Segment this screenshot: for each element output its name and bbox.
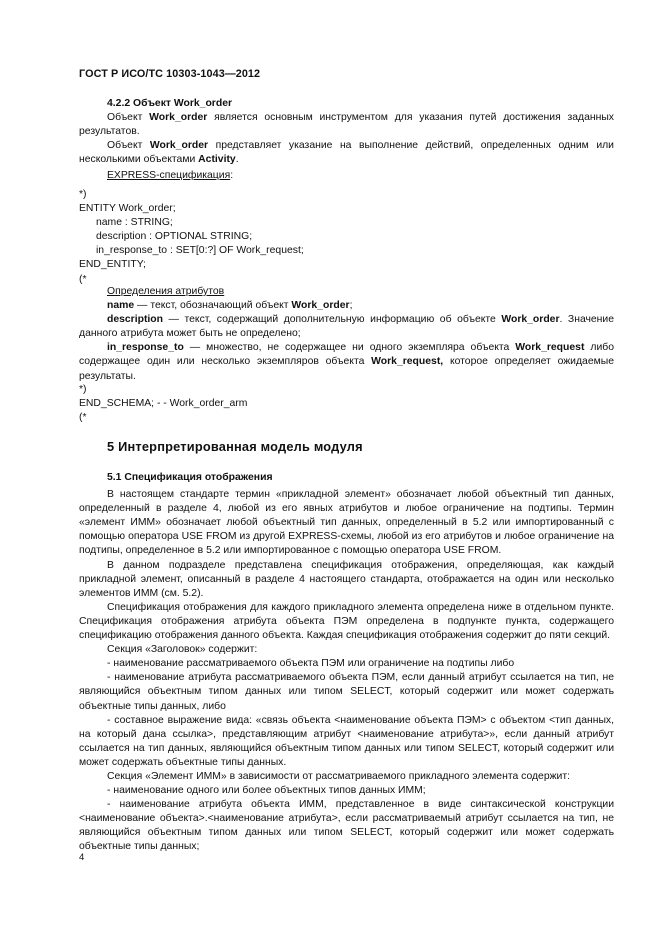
bold-term: Work_request (515, 342, 585, 354)
paragraph: - наименование рассматриваемого объекта ПЭМ или ограничение на подтипы либо (107, 658, 515, 670)
bold-term: Work_order (501, 314, 560, 326)
page-number: 4 (79, 852, 85, 863)
paragraph (79, 111, 614, 139)
express-label-text: EXPRESS-спецификация (107, 170, 231, 182)
text-run: либо содержащее один или несколько экземпляров объекта (79, 342, 614, 368)
attribute-in-response-to-definition (79, 341, 614, 383)
paragraph: - наименование атрибута рассматриваемого объекта ПЭМ, если данный атрибут ссылается на тип, не являющийся объектным типом данных или типом SELECT, который содержит или может содержать объектные типы данных, либо (79, 672, 614, 712)
paragraph (79, 139, 614, 167)
subsection-heading: 5.1 Спецификация отображения (107, 472, 273, 483)
code-line: ENTITY Work_order; (79, 203, 176, 215)
bold-term: Work_request, (371, 356, 444, 368)
bold-term: Work_order (149, 140, 209, 152)
attributes-label: Определения атрибутов (107, 286, 225, 297)
text-run: — текст, обозначающий объект (134, 300, 292, 312)
text-run: — текст, содержащий дополнительную информацию об объекте (163, 314, 502, 326)
section-5-1 (79, 471, 614, 855)
text-run: ; (349, 300, 353, 312)
express-label-colon: : (230, 170, 234, 182)
bold-term: Activity (198, 154, 236, 166)
express-code-block (79, 188, 614, 287)
paragraph: Секция «Элемент ИММ» в зависимости от рассматриваемого прикладного элемента содержит: (107, 770, 571, 782)
code-line: END_ENTITY; (79, 259, 146, 271)
code-line: name : STRING; (96, 217, 173, 229)
express-label (79, 169, 614, 183)
bold-term: Work_order (149, 112, 208, 124)
code-line: END_SCHEMA; - - Work_order_arm (79, 398, 248, 410)
paragraph: В настоящем стандарте термин «прикладной элемент» обозначает любой объектный тип данных, определенный в разделе 4, любой из его явных атрибутов и любое ограничение на подтипы. Термин «элемент ИММ» обозначает любой объектный тип данных, определенный в 5.2 или импортированный с помощью оператора USE FROM из другой EXPRESS-схемы, любой из его атрибутов и любое ограничение на подтипы, определенное в 5.2 или импортированное с помощью оператора USE FROM. (79, 489, 614, 557)
code-line: *) (79, 384, 87, 395)
code-line: *) (79, 189, 87, 200)
paragraph: - наименование одного или более объектных типов данных ИММ; (107, 785, 426, 797)
document-header: ГОСТ Р ИСО/ТС 10303-1043—2012 (79, 68, 261, 80)
bold-term: name (107, 300, 135, 312)
paragraph: Секция «Заголовок» содержит: (107, 644, 258, 656)
attribute-definitions (79, 285, 614, 384)
paragraph: Спецификация отображения для каждого прикладного элемента определена ниже в отдельном пункте. Спецификация отображения атрибута объекта ПЭМ определена в подпункте пункта, содержащего спецификацию отображения данного объекта. Каждая спецификация отображения содержит до пяти секций. (79, 601, 614, 642)
text-run: представляет указание на выполнение действий, определенных одним или несколькими объектами (79, 140, 614, 166)
code-line: description : OPTIONAL STRING; (96, 231, 253, 243)
text-run: которое определяет ожидаемые результаты. (79, 356, 614, 382)
section-heading: 4.2.2 Объект Work_order (107, 98, 233, 109)
bold-term: description (107, 314, 164, 326)
code-line: (* (79, 273, 87, 285)
paragraph: - составное выражение вида: «связь объекта <наименование объекта ПЭМ> с объектом <тип данных, на который дана ссылка>, представляющим атрибут <наименование атрибута>», если данный атрибут ссылается на тип данных, являющийся объектным типом данных или типом SELECT, который содержит или может содержать объектные типы данных. (79, 714, 614, 768)
paragraph: В данном подразделе представлена спецификация отображения, определяющая, как каждый прикладной элемент, описанный в разделе 4 настоящего стандарта, отображается на один или несколько элементов ИММ (см. 5.2). (79, 559, 614, 599)
text-run: Объект (107, 112, 150, 124)
text-run: является основным инструментом для указания путей достижения заданных результатов. (79, 112, 614, 138)
code-line: (* (79, 412, 87, 424)
text-run: Объект (107, 140, 150, 152)
paragraph: - наименование атрибута объекта ИММ, представленное в виде синтаксической конструкции <наименование объекта>.<наименование атрибута>, если рассматриваемый атрибут ссылается на тип, не являющийся объектным типом данных или типом SELECT, который содержит или может содержать объектные типы данных; (79, 799, 614, 853)
section-5-heading: 5 Интерпретированная модель модуля (107, 439, 363, 454)
attribute-name-definition (79, 299, 614, 313)
attribute-description-definition (79, 313, 614, 341)
schema-end-block (79, 383, 614, 425)
bold-term: Work_order (291, 300, 350, 312)
bold-term: in_response_to (107, 342, 184, 354)
text-run: — множество, не содержащее ни одного экземпляра объекта (183, 342, 516, 354)
section-4-2-2 (79, 97, 614, 184)
section-5-1-body (79, 488, 614, 854)
code-line: in_response_to : SET[0:?] OF Work_request; (96, 245, 304, 257)
text-run: . (235, 154, 239, 166)
text-run: . Значение данного атрибута может быть не определено; (79, 314, 615, 340)
